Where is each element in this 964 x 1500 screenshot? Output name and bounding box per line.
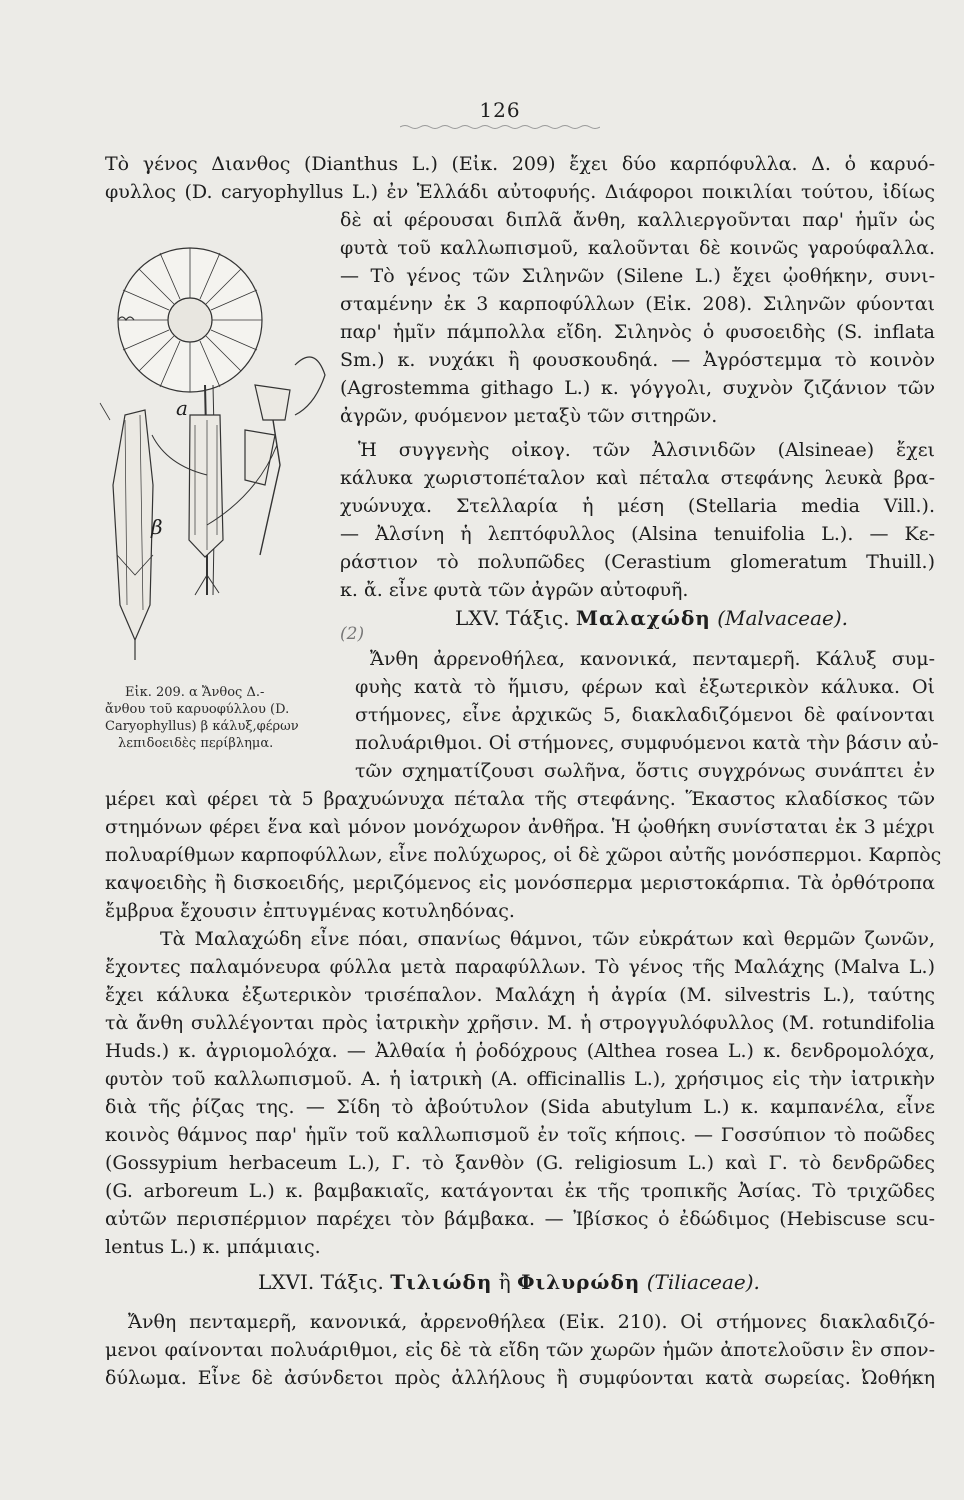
text-line: (Gossypium herbaceum L.), Γ. τὸ ξανθὸν (G. religiosum L.) καὶ Γ. τὸ δενδρῶδες <box>105 1152 935 1174</box>
text-line: κάλυκα χωριστοπέταλον καὶ πέταλα στεφάνης λευκὰ βρα- <box>340 467 935 489</box>
text-line: αὐτῶν περισπέρμιον παρέχει τὸν βάμβακα. — Ἰβίσκος ὁ ἐδώδιμος (Hebiscuse scu- <box>105 1208 935 1230</box>
text-line: (G. arboreum L.) κ. βαμβακιαῖς, κατάγονται ἐκ τῆς τροπικῆς Ἀσίας. Τὸ τριχῶδες <box>105 1180 935 1202</box>
text-line: Τὸ γένος Διανθος (Dianthus L.) (Εἰκ. 209) ἔχει δύο καρπόφυλλα. Δ. ὁ καρυό- <box>105 153 935 175</box>
carnation-illustration <box>95 225 345 680</box>
text-line: χυώνυχα. Στελλαρία ἡ μέση (Stellaria media Vill.). <box>340 495 935 517</box>
text-line: τῶν σχηματίζουσι σωλῆνα, ὅστις συγχρόνως συνάπτει ἐν <box>355 760 935 782</box>
text-line: διὰ τῆς ῥίζας της. — Σίδη τὸ ἀβούτυλον (Sida abutylum L.) κ. καμπανέλα, εἶνε <box>105 1096 935 1118</box>
section-heading-lxv <box>455 604 848 632</box>
page-number: 126 <box>479 98 521 122</box>
figure-label-a: a <box>176 396 188 420</box>
text-line: Ἡ συγγενὴς οἰκογ. τῶν Ἀλσινιδῶν (Alsineae) ἔχει <box>358 439 935 461</box>
figure-caption-line: Caryophyllus) β κάλυξ,φέρων <box>105 719 299 734</box>
text-line: δύλωμα. Εἶνε δὲ ἀσύνδετοι πρὸς ἀλλήλους ἢ συμφύονται κατὰ σωρείας. Ὠοθήκη <box>105 1367 935 1389</box>
text-line: σταμένην ἐκ 3 καρποφύλλων (Εἰκ. 208). Σιληνῶν φύονται <box>340 293 935 315</box>
text-line: μέρει καὶ φέρει τὰ 5 βραχυώνυχα πέταλα τῆς στεφάνης. Ἕκαστος κλαδίσκος τῶν <box>105 788 935 810</box>
text-line: κοινὸς θάμνος παρ' ἡμῖν τοῦ καλλωπισμοῦ ἐν τοῖς κήποις. — Γοσσύπιον τὸ ποῶδες <box>105 1124 935 1146</box>
figure-caption-line: λεπιδοειδὲς περίβλημα. <box>118 736 274 751</box>
text-line: ἔχει κάλυκα ἐξωτερικὸν τρισέπαλον. Μαλάχη ἡ ἀγρία (M. silvestris L.), ταύτης <box>105 984 935 1006</box>
text-line: καψοειδὴς ἢ δισκοειδής, μεριζόμενος εἰς μονόσπερμα μεριστοκάρπια. Τὰ ὀρθότροπα <box>105 872 935 894</box>
text-line: μενοι φαίνονται πολυάριθμοι, εἰς δὲ τὰ εἴδη τῶν χωρῶν ἡμῶν ἀποτελοῦσιν ἓν σπον- <box>105 1339 935 1361</box>
text-line: Sm.) κ. νυχάκι ἢ φουσκουδηά. — Ἀγρόστεμμα τὸ κοινὸν <box>340 349 935 371</box>
header-rule <box>400 124 600 130</box>
text-line: στημόνων φέρει ἕνα καὶ μόνον μονόχωρον ἀνθῆρα. Ἡ ᾠοθήκη συνίσταται ἐκ 3 μέχρι <box>105 816 935 838</box>
text-line: ἔχοντες παλαμόνευρα φύλλα μετὰ παραφύλλων. Τὸ γένος τῆς Μαλάχης (Malva L.) <box>105 956 935 978</box>
text-line: παρ' ἡμῖν πάμπολλα εἴδη. Σιληνὸς ὁ φυσοειδὴς (S. inflata <box>340 321 935 343</box>
text-line: πολυαρίθμων καρποφύλλων, εἶνε πολύχωρος, οἱ δὲ χῶροι αὐτῆς μονόσπερμοι. Καρπὸς <box>105 844 942 866</box>
text-line: τὰ ἄνθη συλλέγονται πρὸς ἰατρικὴν χρῆσιν. Μ. ἡ στρογγυλόφυλλος (M. rotundifolia <box>105 1012 935 1034</box>
text-line: — Τὸ γένος τῶν Σιληνῶν (Silene L.) ἔχει ᾠοθήκην, συνι- <box>340 265 935 287</box>
section-heading-lxvi <box>258 1268 760 1296</box>
heading-numeral: LXV. Τάξις. <box>455 606 570 630</box>
figure-label-b: β <box>151 515 163 539</box>
text-line: Huds.) κ. ἀγριομολόχα. — Ἀλθαία ἡ ῥοδόχρους (Althea rosea L.) κ. δενδρομολόχα, <box>105 1040 935 1062</box>
text-line: Ἄνθη πενταμερῆ, κανονικά, ἀρρενοθήλεα (Εἰκ. 210). Οἱ στήμονες διακλαδιζό- <box>128 1311 935 1333</box>
heading-numeral: LXVI. Τάξις. <box>258 1270 384 1294</box>
text-line: Ἄνθη ἀρρενοθήλεα, κανονικά, πενταμερῆ. Κάλυξ συμ- <box>370 648 935 670</box>
text-line: στήμονες, εἶνε ἀρχικῶς 5, διακλαδιζόμενοι δὲ φαίνονται <box>355 704 935 726</box>
text-line: ἔμβρυα ἔχουσιν ἐπτυγμένας κοτυληδόνας. <box>105 900 515 922</box>
text-line: ράστιον τὸ πολυπῶδες (Cerastium glomeratum Thuill.) <box>340 551 935 573</box>
text-line: φυὴς κατὰ τὸ ἥμισυ, φέρων καὶ ἐξωτερικὸν κάλυκα. Οἱ <box>355 676 935 698</box>
text-line: — Ἀλσίνη ἡ λεπτόφυλλος (Alsina tenuifolia L.). — Κε- <box>340 523 935 545</box>
pencil-annotation: (2) <box>340 624 365 644</box>
figure-caption-line: Εἰκ. 209. α Ἄνθος Δ.- <box>125 685 265 700</box>
text-line: πολυάριθμοι. Οἱ στήμονες, συμφυόμενοι κατὰ τὴν βάσιν αὐ- <box>355 732 939 754</box>
text-line: κ. ἄ. εἶνε φυτὰ τῶν ἀγρῶν αὐτοφυῆ. <box>340 579 689 601</box>
heading-or: ἢ <box>498 1270 511 1294</box>
text-line: φυτὰ τοῦ καλλωπισμοῦ, καλοῦνται δὲ κοινῶς γαρούφαλλα. <box>340 237 935 259</box>
heading-title: Τιλιώδη <box>390 1270 493 1294</box>
text-line: Τὰ Μαλαχώδη εἶνε πόαι, σπανίως θάμνοι, τῶν εὐκράτων καὶ θερμῶν ζωνῶν, <box>160 928 935 950</box>
heading-title-alt: Φιλυρώδη <box>517 1270 641 1294</box>
heading-latin: (Malvaceae). <box>717 606 848 630</box>
text-line: lentus L.) κ. μπάμιαις. <box>105 1236 321 1258</box>
text-line: φυλλος (D. caryophyllus L.) ἐν Ἑλλάδι αὐτοφυής. Διάφοροι ποικιλίαι τούτου, ἰδίως <box>105 181 935 203</box>
heading-title: Μαλαχώδη <box>575 606 711 630</box>
figure-caption-line: ἄνθου τοῦ καρυοφύλλου (D. <box>105 702 290 717</box>
text-line: ἀγρῶν, φυόμενον μεταξὺ τῶν σιτηρῶν. <box>340 405 718 427</box>
text-line: δὲ αἱ φέρουσαι διπλᾶ ἄνθη, καλλιεργοῦνται παρ' ἡμῖν ὡς <box>340 209 935 231</box>
text-line: φυτὸν τοῦ καλλωπισμοῦ. Α. ἡ ἰατρικὴ (A. officinallis L.), χρήσιμος εἰς τὴν ἰατρικὴν <box>105 1068 935 1090</box>
heading-latin: (Tiliaceae). <box>646 1270 760 1294</box>
text-line: (Agrostemma githago L.) κ. γόγγολι, συχνὸν ζιζάνιον τῶν <box>340 377 935 399</box>
